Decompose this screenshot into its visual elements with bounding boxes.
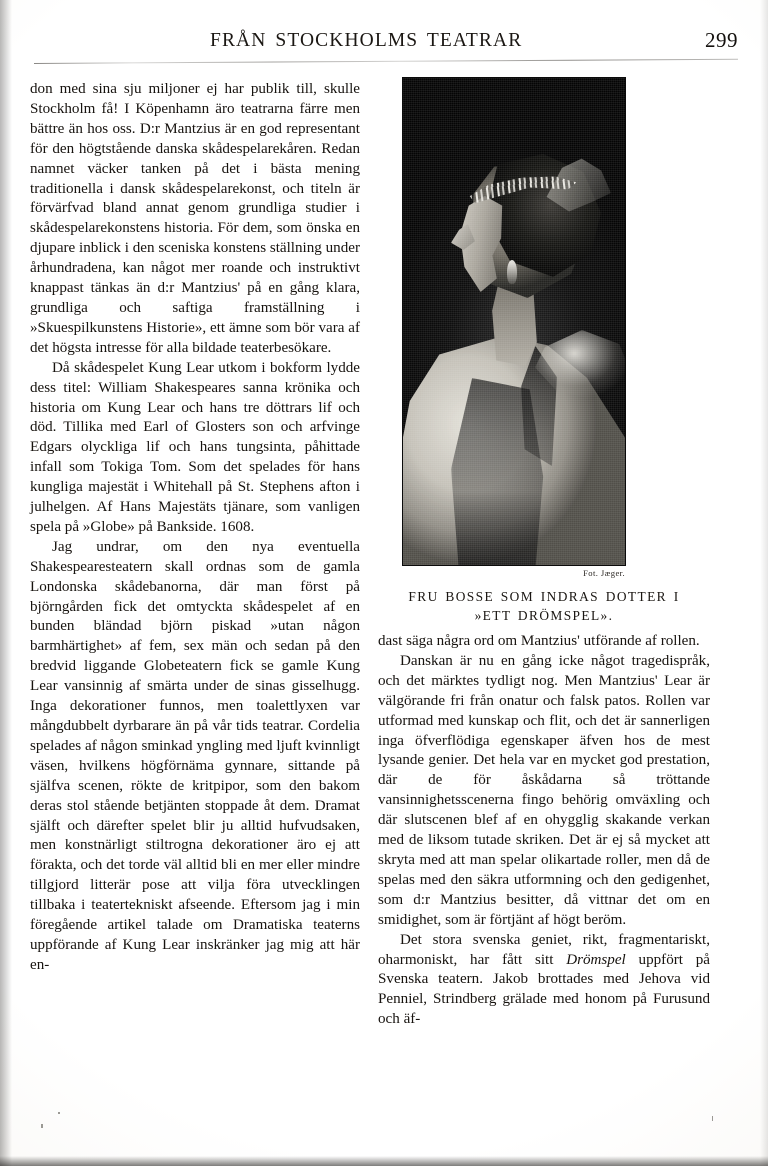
paragraph-text-head: Det stora svenska geniet, rikt, fragmentariskt, oharmoniskt, har fått sitt [378, 931, 710, 968]
caption-line-2: »ETT DRÖMSPEL». [474, 608, 614, 623]
scan-speck [58, 1112, 60, 1114]
paragraph-text-tail: uppfört på Svenska teatern. Jakob brottades med Jehova vid Penniel, Strindberg grälade med honom på Furusund och äf- [378, 951, 710, 1028]
paragraph: don med sina sju miljoner ej har publik till, skulle Stockholm få! I Köpenhamn äro teatrarna färre men bättre än hos oss. D:r Mantzius är en god representant för den högtstående danska skådespelarekåren. Redan namnet väcker tanken på det i bästa mening traditionella i dansk skådespelarekonst, och titeln är förvärfvad bland annat genom grundliga studier i skådespelarekonstens historia. För dem, som önska en djupare inblick i den sceniska konstens ställning under århundradena, kan något mer roande och instruktivt knappast tänkas än d:r Mantzius' på en gång klara, grundliga och saftiga framställning i »Skuespilkunstens Historie», ett ämne som bör vara af det högsta intresse för alla bildade teaterbesökare. [30, 81, 360, 356]
photo-credit: Fot. Jæger. [583, 568, 625, 578]
running-head [32, 30, 738, 64]
page-number: 299 [705, 28, 738, 52]
page-title: FRÅN STOCKHOLMS TEATRAR [210, 30, 523, 51]
figure-caption [378, 587, 710, 625]
italic-title: Drömspel [566, 951, 626, 968]
scan-speck [41, 1124, 43, 1128]
portrait-photograph [403, 78, 625, 565]
scan-edge-shadow-right [760, 0, 768, 1166]
paragraph: Då skådespelet Kung Lear utkom i bokform lydde dess titel: William Shakespeares sanna krönika och historia om Kung Lear och hans tre döttrars lif och död. Tillika med Earl of Glosters son och arfvinge Edgars olyckliga lif och hans tungsinta, påhittade infall som Tokiga Tom. Som det spelades för hans kungliga majestät i Whitehall på St. Stephens afton i julhelgen. Af Hans Majestäts tjänare, som vanligen spela på »Globe» på Bankside. 1608. [30, 359, 360, 535]
header-rule [34, 59, 738, 64]
photo-earring [507, 260, 517, 284]
text-column-right [378, 632, 710, 1030]
scan-speck [712, 1116, 713, 1121]
caption-line-1: FRU BOSSE SOM INDRAS DOTTER I [408, 589, 680, 604]
scan-edge-shadow-bottom [0, 1156, 768, 1166]
text-column-left [30, 80, 360, 976]
paragraph: Danskan är nu en gång icke något tragedispråk, och det märktes tydligt nog. Men Mantzius' Lear är välgörande fri från onatur och falsk patos. Rollen var utformad med kunskap och flit, och det är sannerligen inga öfverflödiga egenskaper äfven hos de mest lysande genier. Det hela var en mycket god prestation, där de för åskådarna så tröttande vansinnighetsscenerna fingo behörig omväxling och där slutscenen blef af en ohygglig skakande verkan med de liksom tutade skriken. Det är ej så mycket att skryta med att man spelar olikartade roller, men då de spelas med den säkra utformning och den gedigenhet, som d:r Mantzius besitter, då vittnar det om en smidighet, som är förtjänt af högt beröm. [378, 652, 710, 928]
scan-edge-shadow-left [0, 0, 12, 1166]
paragraph-with-italic [378, 931, 710, 1031]
paragraph: dast säga några ord om Mantzius' utförande af rollen. [378, 633, 700, 649]
paragraph: Jag undrar, om den nya eventuella Shakespearesteatern skall ordnas som de gamla Londonska skådebanorna, där man först på björngården fick det omtyckta skådespelet af en bunden bländad björn piskad »utan någon barmhärtighet» af fem, sex män och sedan på den bredvid liggande Globeteatern fick se gamle Kung Lear vansinnig af smärta under de sinas gisselhugg. Inga dekorationer funnos, men toalettlyxen var mångdubbelt dyrbarare än på vår tids teatrar. Cordelia spelades af någon sminkad yngling med ljuft kvinnligt väsen, hvilkens högförnäma gynnare, sittande på själfva scenen, rökte de kritpipor, som den bakom deras stol stående betjänten stoppade åt dem. Dramat själft och därefter spelet blir ju alltid hufvudsaken, men konstnärligt stiltrogna dekorationer äro ej att förakta, och det torde väl alltid bli en mer eller mindre tillgjord litterär pose att vilja föra utvecklingen tillbaka i teatertekniskt afseende. Eftersom jag i min föregående artikel talade om Dramatiska teaterns uppförande af Kung Lear inskränker jag mig att här en- [30, 538, 360, 973]
figure [378, 78, 710, 625]
